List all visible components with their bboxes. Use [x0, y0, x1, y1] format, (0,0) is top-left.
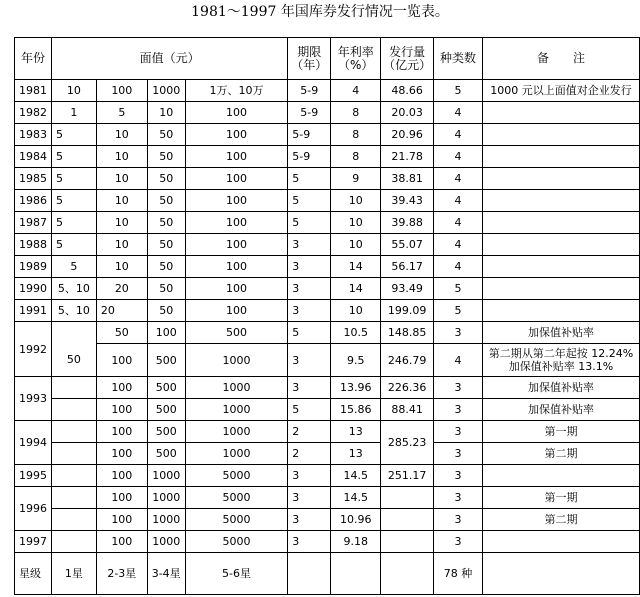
face-value-cell: 100: [96, 509, 147, 531]
remark-cell: 第二期: [483, 509, 640, 531]
face-value-cell: 100: [96, 80, 147, 102]
face-value-cell: 10: [96, 212, 147, 234]
face-value-cell: 100: [185, 300, 288, 322]
face-value-cell: 5、10: [51, 300, 96, 322]
volume-cell: 251.17: [381, 465, 434, 487]
term-cell: 3: [288, 487, 331, 509]
term-cell: 3: [288, 465, 331, 487]
volume-cell: 38.81: [381, 168, 434, 190]
face-value-cell: 100: [147, 322, 185, 344]
remark-cell: 1000 元以上面值对企业发行: [483, 80, 640, 102]
rate-cell: [331, 553, 381, 595]
table-row: [15, 256, 640, 278]
volume-cell: 20.96: [381, 124, 434, 146]
volume-cell: 226.36: [381, 377, 434, 399]
volume-cell: 88.41: [381, 399, 434, 421]
star-level-cell: 2-3星: [96, 553, 147, 595]
face-value-cell: 500: [147, 377, 185, 399]
face-value-cell: 50: [147, 300, 185, 322]
volume-cell: 199.09: [381, 300, 434, 322]
table-row: [15, 212, 640, 234]
remark-cell: [483, 190, 640, 212]
face-value-cell: [51, 377, 96, 399]
table-row: [15, 168, 640, 190]
face-value-cell: 10: [51, 80, 96, 102]
kinds-cell: 3: [434, 322, 483, 344]
table-row: [15, 399, 640, 421]
face-value-cell: 500: [147, 344, 185, 377]
term-cell: 3: [288, 509, 331, 531]
face-value-cell: 1000: [185, 377, 288, 399]
face-value-cell: 50: [147, 124, 185, 146]
remark-cell: [483, 146, 640, 168]
header-rate: 年利率（%）: [331, 38, 381, 80]
rate-cell: 13.96: [331, 377, 381, 399]
face-value-cell: 100: [185, 212, 288, 234]
table-row: [15, 509, 640, 531]
rate-cell: 10: [331, 234, 381, 256]
face-value-cell: 5000: [185, 465, 288, 487]
header-volume: 发行量（亿元）: [381, 38, 434, 80]
table-row: [15, 421, 640, 443]
header-face-value: 面值（元）: [51, 38, 287, 80]
face-value-cell: 5000: [185, 531, 288, 553]
volume-cell: 21.78: [381, 146, 434, 168]
remark-cell: 第一期: [483, 487, 640, 509]
volume-cell: 246.79: [381, 344, 434, 377]
rate-cell: 10.5: [331, 322, 381, 344]
year-cell: 1983: [15, 124, 52, 146]
rate-cell: 10: [331, 190, 381, 212]
term-cell: 5: [288, 190, 331, 212]
face-value-cell: 100: [185, 146, 288, 168]
face-value-cell: 100: [185, 234, 288, 256]
remark-cell: [483, 234, 640, 256]
star-level-cell: 1星: [51, 553, 96, 595]
remark-cell: [483, 124, 640, 146]
face-value-cell: 5: [51, 212, 96, 234]
table-row: [15, 322, 640, 344]
face-value-cell: 50: [147, 168, 185, 190]
face-value-cell: 5: [51, 190, 96, 212]
year-cell: 1986: [15, 190, 52, 212]
term-cell: 5: [288, 322, 331, 344]
term-cell: [288, 553, 331, 595]
term-cell: 3: [288, 300, 331, 322]
face-value-cell: [51, 322, 96, 344]
face-value-cell: 1000: [147, 531, 185, 553]
kinds-cell: 3: [434, 421, 483, 443]
kinds-cell: 4: [434, 234, 483, 256]
remark-cell: 加保值补贴率: [483, 322, 640, 344]
volume-cell: [381, 531, 434, 553]
face-value-cell: 100: [185, 278, 288, 300]
rate-cell: 9.18: [331, 531, 381, 553]
volume-cell: 39.43: [381, 190, 434, 212]
remark-cell: [483, 168, 640, 190]
face-value-cell: 50: [147, 278, 185, 300]
remark-cell: [483, 300, 640, 322]
remark-cell: 加保值补贴率: [483, 399, 640, 421]
kinds-cell: 3: [434, 509, 483, 531]
face-value-cell: 50: [147, 256, 185, 278]
table-row: [15, 278, 640, 300]
header-remark: 备 注: [483, 38, 640, 80]
face-value-cell: 5: [96, 102, 147, 124]
face-value-cell: 500: [147, 399, 185, 421]
face-value-cell: 50: [147, 190, 185, 212]
face-value-cell: 500: [147, 421, 185, 443]
table-row: [15, 344, 640, 377]
star-level-cell: 5-6星: [185, 553, 288, 595]
header-year: 年份: [15, 38, 52, 80]
term-cell: 5: [288, 168, 331, 190]
volume-cell: 93.49: [381, 278, 434, 300]
face-value-cell: 5000: [185, 487, 288, 509]
remark-cell: [483, 531, 640, 553]
face-value-cell: 5、10: [51, 278, 96, 300]
face-value-cell: [51, 531, 96, 553]
remark-line: 第二期从第二年起按 12.24%: [488, 347, 634, 360]
treasury-bond-table: [14, 37, 640, 595]
kinds-cell: 4: [434, 168, 483, 190]
year-cell: 1989: [15, 256, 52, 278]
term-cell: 3: [288, 278, 331, 300]
term-cell: 5: [288, 212, 331, 234]
remark-cell: 加保值补贴率: [483, 377, 640, 399]
kinds-cell: 3: [434, 487, 483, 509]
face-value-cell: 100: [96, 487, 147, 509]
volume-cell: 148.85: [381, 322, 434, 344]
face-value-cell: 100: [96, 344, 147, 377]
rate-cell: 9: [331, 168, 381, 190]
table-row: [15, 234, 640, 256]
remark-cell: [483, 256, 640, 278]
kinds-cell: 3: [434, 399, 483, 421]
year-cell: 1995: [15, 465, 52, 487]
table-row: [15, 146, 640, 168]
face-value-cell: 10: [147, 102, 185, 124]
face-value-cell: 500: [185, 322, 288, 344]
face-value-cell: 20: [96, 300, 147, 322]
face-value-cell: 5: [51, 124, 96, 146]
rate-cell: 14: [331, 256, 381, 278]
face-value-cell: 10: [96, 190, 147, 212]
face-value-cell: 100: [185, 102, 288, 124]
kinds-cell: 3: [434, 377, 483, 399]
face-value-cell: 1000: [185, 344, 288, 377]
term-cell: 5-9: [288, 80, 331, 102]
face-value-cell: 5: [51, 256, 96, 278]
table-title: 1981～1997 年国库券发行情况一览表。: [191, 4, 449, 20]
year-cell: 1996: [15, 487, 52, 531]
face-value-cell: [51, 443, 96, 465]
kinds-cell: 4: [434, 190, 483, 212]
volume-cell: 285.23: [381, 421, 434, 465]
face-value-cell: 100: [96, 443, 147, 465]
face-value-cell: 50: [147, 146, 185, 168]
year-cell: 1988: [15, 234, 52, 256]
volume-cell: [381, 487, 434, 509]
face-value-cell: 1000: [147, 509, 185, 531]
remark-cell: 第二期: [483, 443, 640, 465]
year-cell: 1982: [15, 102, 52, 124]
year-cell: 1994: [15, 421, 52, 465]
term-cell: 3: [288, 377, 331, 399]
remark-line: 加保值补贴率 13.1%: [508, 360, 614, 373]
kinds-cell: 4: [434, 102, 483, 124]
face-value-cell: 10: [96, 234, 147, 256]
year-cell: 1981: [15, 80, 52, 102]
kinds-cell: 4: [434, 124, 483, 146]
rate-cell: 15.86: [331, 399, 381, 421]
face-value-cell: 100: [96, 465, 147, 487]
face-value-cell: 50: [96, 322, 147, 344]
face-value-cell: 100: [185, 124, 288, 146]
face-value-cell: 1000: [185, 399, 288, 421]
year-cell: 1992: [15, 322, 52, 377]
kinds-cell: 4: [434, 146, 483, 168]
face-value-cell: 10: [96, 146, 147, 168]
kinds-cell: 5: [434, 278, 483, 300]
term-cell: 5-9: [288, 146, 331, 168]
header-term: 期限（年）: [288, 38, 331, 80]
face-value-cell: 100: [185, 190, 288, 212]
table-row: [15, 80, 640, 102]
table-row: [15, 190, 640, 212]
term-cell: 3: [288, 234, 331, 256]
year-cell: 1984: [15, 146, 52, 168]
star-level-cell: 3-4星: [147, 553, 185, 595]
year-cell: 1987: [15, 212, 52, 234]
rate-cell: 10: [331, 212, 381, 234]
face-value-cell: [51, 421, 96, 443]
year-cell: 1990: [15, 278, 52, 300]
kinds-cell: 5: [434, 80, 483, 102]
face-value-cell: 5000: [185, 509, 288, 531]
remark-cell: [483, 344, 640, 377]
face-value-cell: 1: [51, 102, 96, 124]
kinds-cell: 4: [434, 212, 483, 234]
rate-cell: 8: [331, 102, 381, 124]
year-cell: 1985: [15, 168, 52, 190]
header-row: [15, 38, 640, 80]
face-value-cell: 10: [96, 168, 147, 190]
remark-cell: [483, 465, 640, 487]
table-row: [15, 377, 640, 399]
volume-cell: 55.07: [381, 234, 434, 256]
remark-cell: [483, 212, 640, 234]
face-value-cell: 500: [147, 443, 185, 465]
remark-cell: 第一期: [483, 421, 640, 443]
remark-cell: [483, 553, 640, 595]
face-value-cell: 1000: [147, 487, 185, 509]
volume-cell: 39.88: [381, 212, 434, 234]
header-kinds: 种类数: [434, 38, 483, 80]
term-cell: 3: [288, 344, 331, 377]
year-cell: 1997: [15, 531, 52, 553]
remark-cell: [483, 102, 640, 124]
year-cell: 1993: [15, 377, 52, 421]
volume-cell: 48.66: [381, 80, 434, 102]
rate-cell: 14.5: [331, 487, 381, 509]
face-value-cell: 100: [185, 256, 288, 278]
term-cell: 5-9: [288, 102, 331, 124]
face-value-cell: 100: [185, 168, 288, 190]
face-value-cell: 50: [147, 212, 185, 234]
rate-cell: 4: [331, 80, 381, 102]
rate-cell: 10: [331, 300, 381, 322]
rate-cell: 10.96: [331, 509, 381, 531]
term-cell: 3: [288, 256, 331, 278]
face-value-cell: 5: [51, 146, 96, 168]
face-value-cell: 1万、10万: [185, 80, 288, 102]
rate-cell: 13: [331, 443, 381, 465]
rate-cell: 14.5: [331, 465, 381, 487]
face-value-cell: 100: [96, 531, 147, 553]
kinds-cell: 3: [434, 465, 483, 487]
term-cell: 5-9: [288, 124, 331, 146]
face-value-cell: 1000: [147, 80, 185, 102]
face-value-cell: [51, 399, 96, 421]
table-row: [15, 102, 640, 124]
face-value-cell: [51, 509, 96, 531]
face-value-cell: 10: [96, 256, 147, 278]
term-cell: 3: [288, 531, 331, 553]
term-cell: 5: [288, 399, 331, 421]
kinds-cell: 5: [434, 300, 483, 322]
rate-cell: 9.5: [331, 344, 381, 377]
footer-row: [15, 553, 640, 595]
kinds-cell: 4: [434, 344, 483, 377]
face-value-cell: 100: [96, 399, 147, 421]
rate-cell: 14: [331, 278, 381, 300]
face-value-cell: 50: [51, 344, 96, 377]
kinds-cell: 3: [434, 531, 483, 553]
table-row: [15, 443, 640, 465]
kinds-cell: 4: [434, 256, 483, 278]
face-value-cell: 1000: [185, 443, 288, 465]
face-value-cell: 20: [96, 278, 147, 300]
table-row: [15, 465, 640, 487]
rate-cell: 13: [331, 421, 381, 443]
table-row: [15, 531, 640, 553]
volume-cell: [381, 553, 434, 595]
face-value-cell: 5: [51, 234, 96, 256]
table-row: [15, 487, 640, 509]
table-row: [15, 124, 640, 146]
rate-cell: 8: [331, 146, 381, 168]
face-value-cell: 100: [96, 421, 147, 443]
face-value-cell: 1000: [147, 465, 185, 487]
table-row: [15, 300, 640, 322]
face-value-cell: [51, 487, 96, 509]
volume-cell: 20.03: [381, 102, 434, 124]
kinds-cell: 3: [434, 443, 483, 465]
face-value-cell: 5: [51, 168, 96, 190]
star-level-label: 星级: [15, 553, 52, 595]
face-value-cell: 1000: [185, 421, 288, 443]
volume-cell: 56.17: [381, 256, 434, 278]
face-value-cell: 50: [147, 234, 185, 256]
volume-cell: [381, 509, 434, 531]
face-value-cell: 100: [96, 377, 147, 399]
face-value-cell: 10: [96, 124, 147, 146]
rate-cell: 8: [331, 124, 381, 146]
year-cell: 1991: [15, 300, 52, 322]
face-value-cell: [51, 465, 96, 487]
term-cell: 2: [288, 421, 331, 443]
remark-cell: [483, 278, 640, 300]
total-kinds-cell: 78 种: [434, 553, 483, 595]
term-cell: 2: [288, 443, 331, 465]
